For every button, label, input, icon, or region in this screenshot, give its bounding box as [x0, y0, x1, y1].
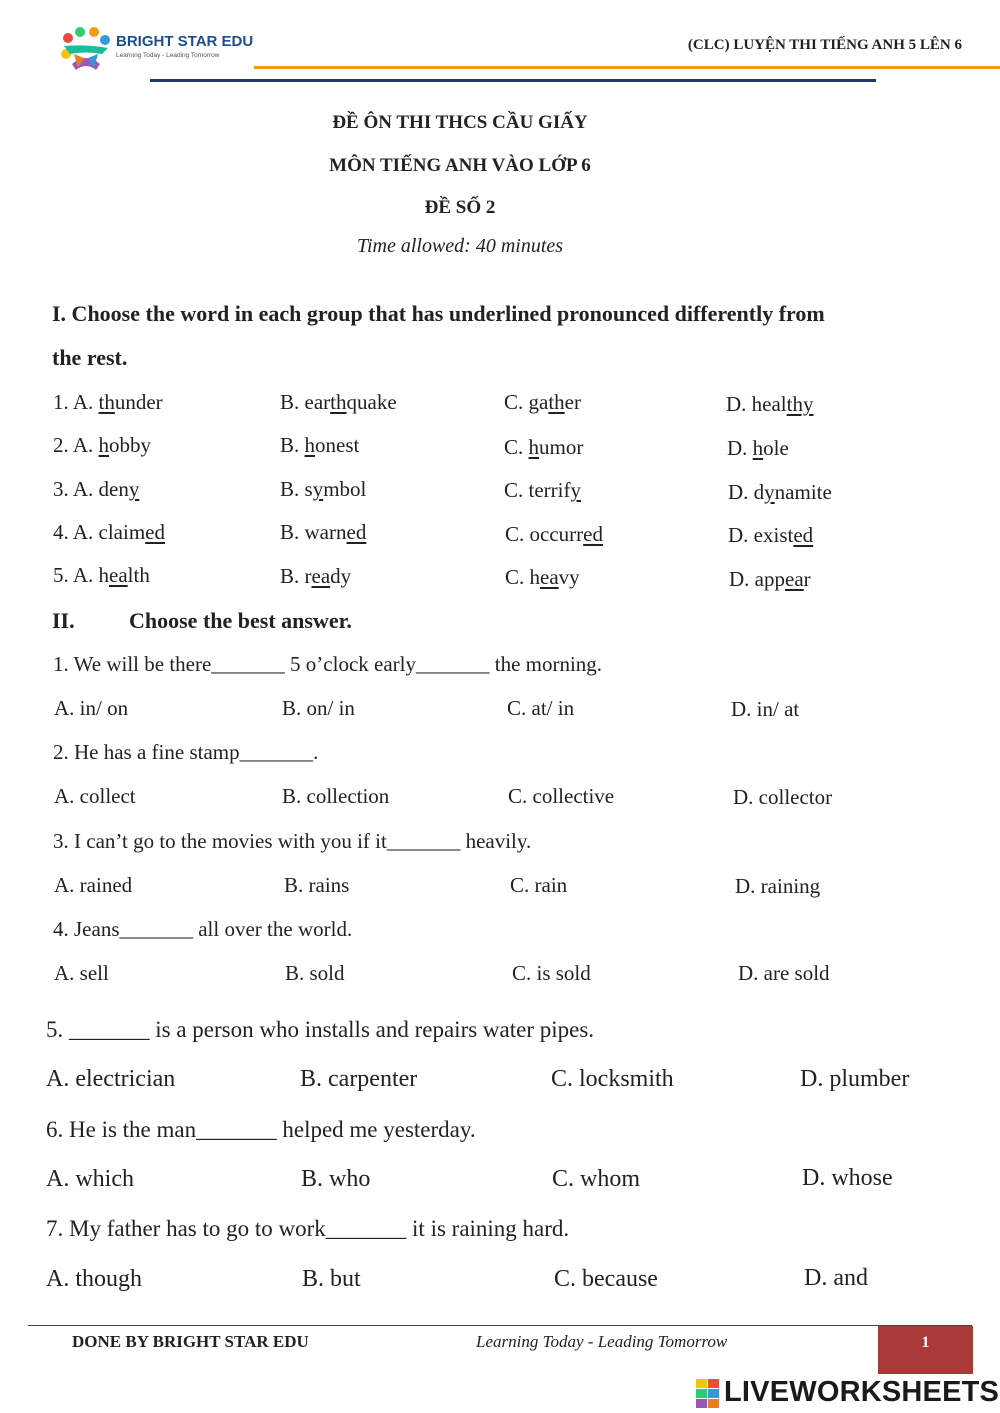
footer-rule	[28, 1325, 972, 1326]
underlined-sound: y	[764, 480, 775, 504]
s1-q3-option-d[interactable]	[728, 480, 832, 505]
s2-q3-option-a[interactable]: A. rained	[54, 873, 133, 897]
underlined-sound: ed	[145, 520, 165, 544]
exam-number: ĐỀ SỐ 2	[424, 197, 496, 218]
s2-q3-option-b[interactable]: B. rains	[284, 873, 350, 897]
option-text: h	[98, 563, 110, 587]
underlined-sound: y	[570, 478, 581, 502]
s2-q5-option-a[interactable]: A. electrician	[46, 1066, 176, 1092]
s2-q1-option-a[interactable]: A. in/ on	[54, 696, 129, 720]
option-text: claim	[98, 520, 146, 544]
footer-slogan: Learning Today - Leading Tomorrow	[476, 1332, 728, 1351]
s1-q3-option-a[interactable]	[53, 477, 139, 502]
s2-q2-option-b[interactable]: B. collection	[282, 784, 390, 808]
option-text: B. ear	[280, 390, 331, 414]
s2-q1-stem: 1. We will be there_______ 5 o’clock early_______ the morning.	[53, 652, 603, 676]
option-text: namite	[774, 480, 832, 504]
course-title: (CLC) LUYỆN THI TIẾNG ANH 5 LÊN 6	[687, 37, 962, 53]
s1-q5-option-d[interactable]	[729, 567, 811, 592]
s2-q3-option-c[interactable]: C. rain	[510, 873, 568, 897]
option-text: D.	[727, 436, 753, 460]
s1-q1-option-b[interactable]	[280, 390, 397, 415]
option-text: D. heal	[726, 392, 787, 416]
s1-q5-option-b[interactable]	[280, 564, 351, 589]
s2-q5-stem: 5. _______ is a person who installs and repairs water pipes.	[46, 1017, 595, 1042]
s1-q1-option-a[interactable]	[53, 390, 163, 415]
underlined-sound: ea	[540, 565, 559, 589]
s2-q4-option-d[interactable]: D. are sold	[738, 961, 830, 985]
underlined-sound: ea	[311, 564, 331, 588]
liveworksheets-label: LIVEWORKSHEETS	[724, 1376, 1000, 1408]
s1-q1-num: 1. A.	[53, 390, 99, 414]
underlined-sound: h	[304, 433, 316, 457]
underlined-sound: th	[330, 390, 347, 414]
s2-q4-option-a[interactable]: A. sell	[54, 961, 109, 985]
option-text: C. ga	[504, 390, 549, 414]
underlined-sound: ea	[785, 567, 804, 591]
option-text: C. h	[505, 565, 541, 589]
underlined-sound: th	[548, 390, 565, 414]
s2-q1-option-c[interactable]: C. at/ in	[507, 696, 575, 720]
s2-q7-option-b[interactable]: B. but	[302, 1266, 361, 1292]
s2-q6-option-c[interactable]: C. whom	[552, 1166, 641, 1192]
option-text: under	[114, 390, 163, 414]
s1-q3-option-c[interactable]	[504, 478, 581, 503]
option-text: D. exist	[728, 523, 794, 547]
option-text: quake	[346, 390, 397, 414]
s1-q1-option-d[interactable]	[726, 392, 814, 417]
s2-q5-option-b[interactable]: B. carpenter	[300, 1066, 418, 1092]
s1-q2-num: 2. A.	[53, 433, 99, 457]
s2-q7-option-d[interactable]: D. and	[804, 1265, 868, 1291]
underlined-sound: thy	[786, 392, 814, 416]
section2-heading: Choose the best answer.	[129, 608, 352, 633]
s1-q5-option-c[interactable]	[505, 565, 580, 590]
s2-q5-option-c[interactable]: C. locksmith	[551, 1066, 674, 1092]
option-text: B. warn	[280, 520, 347, 544]
exam-subject: MÔN TIẾNG ANH VÀO LỚP 6	[329, 155, 591, 176]
option-text: obby	[109, 433, 152, 457]
header-rule-orange	[254, 66, 1000, 69]
s1-q3-num: 3. A.	[53, 477, 99, 501]
brand-logo	[58, 24, 258, 78]
s1-q4-option-a[interactable]	[53, 520, 165, 545]
option-text: C. terrif	[504, 478, 571, 502]
underlined-sound: ea	[109, 563, 128, 587]
underlined-sound: th	[98, 390, 115, 414]
underlined-sound: h	[528, 435, 540, 459]
option-text: er	[564, 390, 581, 414]
underlined-sound: ed	[583, 522, 603, 546]
s2-q5-option-d[interactable]: D. plumber	[800, 1066, 910, 1092]
exam-title: ĐỀ ÔN THI THCS CẦU GIẤY	[332, 112, 588, 133]
liveworksheets-logo-icon	[696, 1379, 720, 1409]
s2-q6-option-d[interactable]: D. whose	[802, 1165, 893, 1191]
s1-q5-option-a[interactable]	[53, 563, 150, 588]
brand-tagline: Learning Today - Leading Tomorrow	[116, 52, 220, 59]
s2-q1-option-d[interactable]: D. in/ at	[731, 697, 800, 721]
option-text: B. r	[280, 564, 312, 588]
s1-q1-option-c[interactable]	[504, 390, 581, 415]
option-text: den	[98, 477, 129, 501]
s1-q4-option-d[interactable]	[728, 523, 813, 548]
option-text: ole	[763, 436, 789, 460]
s2-q6-option-a[interactable]: A. which	[46, 1166, 134, 1192]
s2-q4-option-b[interactable]: B. sold	[285, 961, 345, 985]
star-people-logo-icon	[58, 24, 114, 78]
s2-q4-stem: 4. Jeans_______ all over the world.	[53, 917, 353, 941]
s1-q4-option-b[interactable]	[280, 520, 366, 545]
s1-q3-option-b[interactable]	[280, 477, 366, 502]
s1-q4-option-c[interactable]	[505, 522, 603, 547]
option-text: C.	[504, 435, 529, 459]
s2-q2-option-d[interactable]: D. collector	[733, 785, 833, 809]
section2-number: II.	[52, 608, 75, 633]
s2-q1-option-b[interactable]: B. on/ in	[282, 696, 355, 720]
s1-q2-option-d[interactable]	[727, 436, 789, 461]
s1-q2-option-c[interactable]	[504, 435, 583, 460]
s2-q7-option-c[interactable]: C. because	[554, 1266, 658, 1292]
s2-q3-stem: 3. I can’t go to the movies with you if it_______ heavily.	[53, 829, 532, 853]
s1-q4-num: 4. A.	[53, 520, 99, 544]
option-text: lth	[127, 563, 150, 587]
footer-credit: DONE BY BRIGHT STAR EDU	[72, 1332, 309, 1351]
option-text: r	[803, 567, 811, 591]
option-text: D. d	[728, 480, 765, 504]
option-text: vy	[558, 565, 580, 589]
s2-q2-stem: 2. He has a fine stamp_______.	[53, 740, 319, 764]
brand-name: BRIGHT STAR EDU	[116, 33, 254, 50]
s1-q5-num: 5. A.	[53, 563, 99, 587]
s2-q6-option-b[interactable]: B. who	[301, 1166, 371, 1192]
underlined-sound: y	[312, 477, 324, 501]
page-number: 1	[878, 1326, 973, 1374]
option-text: D. app	[729, 567, 785, 591]
option-text: mbol	[323, 477, 367, 501]
underlined-sound: h	[752, 436, 764, 460]
underlined-sound: ed	[346, 520, 367, 544]
header-rule-navy	[150, 79, 876, 82]
option-text: onest	[315, 433, 360, 457]
s2-q4-option-c[interactable]: C. is sold	[512, 961, 591, 985]
option-text: C. occurr	[505, 522, 584, 546]
s2-q7-option-a[interactable]: A. though	[46, 1266, 142, 1292]
section1-heading: I. Choose the word in each group that has underlined pronounced differently from	[52, 301, 825, 326]
option-text: dy	[330, 564, 352, 588]
s1-q2-option-b[interactable]	[280, 433, 359, 458]
option-text: umor	[539, 435, 584, 459]
underlined-sound: ed	[793, 523, 814, 547]
s2-q2-option-a[interactable]: A. collect	[54, 784, 136, 808]
underlined-sound: h	[98, 433, 110, 457]
s2-q7-stem: 7. My father has to go to work_______ it is raining hard.	[46, 1216, 570, 1241]
option-text: B. s	[280, 477, 313, 501]
s1-q2-option-a[interactable]	[53, 433, 151, 458]
underlined-sound: y	[128, 477, 140, 501]
option-text: B.	[280, 433, 305, 457]
s2-q6-stem: 6. He is the man_______ helped me yesterday.	[46, 1117, 476, 1142]
time-allowed: Time allowed: 40 minutes	[356, 235, 564, 257]
s2-q2-option-c[interactable]: C. collective	[508, 784, 615, 808]
s2-q3-option-d[interactable]: D. raining	[735, 874, 821, 898]
section1-heading-cont: the rest.	[52, 345, 128, 370]
